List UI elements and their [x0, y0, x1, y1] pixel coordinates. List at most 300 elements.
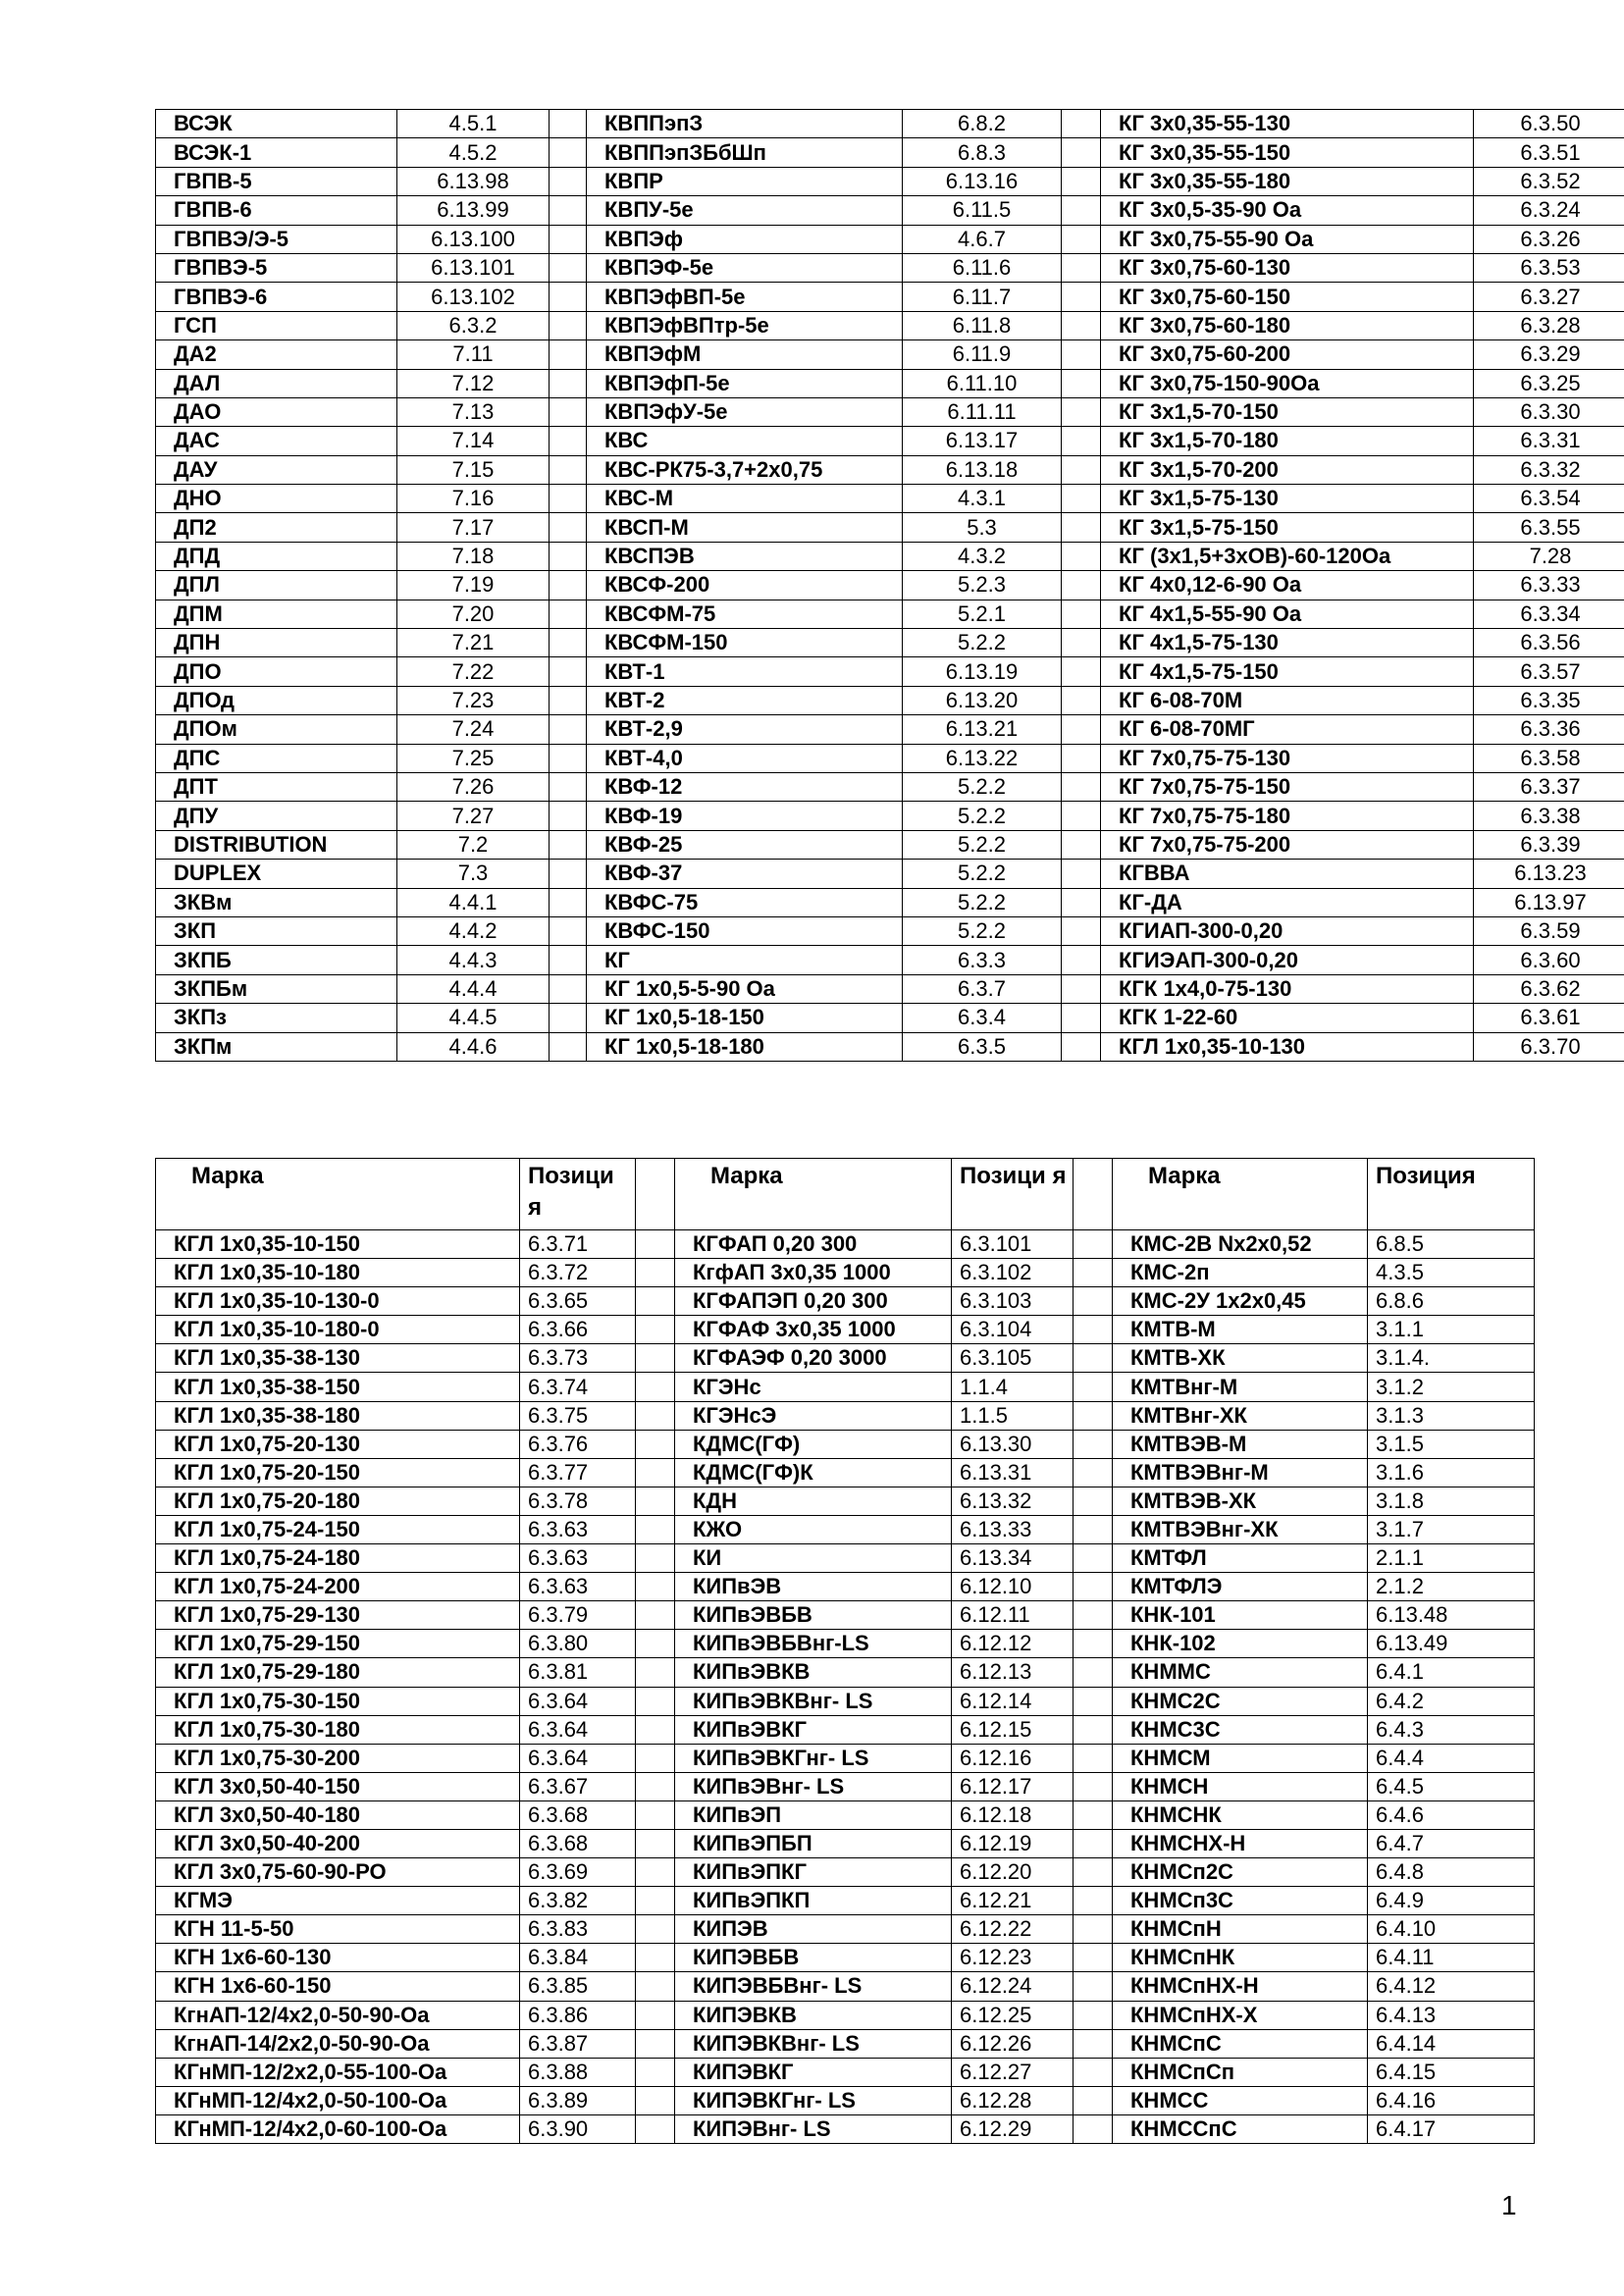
spacer-cell: [550, 513, 587, 542]
position-cell: 6.3.30: [1474, 397, 1624, 426]
position-cell: 6.3.51: [1474, 138, 1624, 167]
spacer-cell: [550, 860, 587, 888]
mark-cell: КНМССпС: [1113, 2114, 1368, 2143]
spacer-cell: [1062, 571, 1101, 600]
table-row: [156, 542, 1624, 570]
spacer-cell: [636, 1858, 675, 1887]
position-cell: 7.22: [397, 657, 550, 686]
table-row: [156, 744, 1624, 772]
mark-cell: КВТ-2: [587, 686, 903, 714]
position-cell: 6.3.85: [520, 1972, 636, 2001]
spacer-cell: [636, 1159, 675, 1230]
mark-cell: КИПЭВБВнг- LS: [675, 1972, 952, 2001]
position-cell: 6.12.29: [952, 2114, 1074, 2143]
position-cell: 6.11.8: [903, 311, 1062, 339]
mark-cell: КИПЭВКВ: [675, 2001, 952, 2029]
position-cell: 7.14: [397, 427, 550, 455]
position-cell: 6.3.28: [1474, 311, 1624, 339]
table-row: [156, 1800, 1535, 1829]
position-cell: 6.4.11: [1368, 1944, 1535, 1972]
mark-cell: КНММС: [1113, 1658, 1368, 1687]
position-cell: 6.3.64: [520, 1687, 636, 1715]
mark-cell: ГВПВЭ-5: [156, 253, 397, 282]
spacer-cell: [1074, 1230, 1113, 1259]
spacer-cell: [636, 1573, 675, 1601]
position-cell: 4.4.1: [397, 888, 550, 916]
position-cell: 6.4.3: [1368, 1715, 1535, 1744]
table-row: [156, 629, 1624, 657]
position-cell: 6.8.2: [903, 110, 1062, 138]
position-cell: 6.4.4: [1368, 1744, 1535, 1772]
mark-cell: КГЛ 1х0,35-10-180-0: [156, 1316, 520, 1344]
mark-cell: КИПвЭПКГ: [675, 1858, 952, 1887]
mark-cell: КВТ-4,0: [587, 744, 903, 772]
mark-cell: КГФАП 0,20 300: [675, 1230, 952, 1259]
spacer-cell: [550, 571, 587, 600]
table-row: [156, 1259, 1535, 1287]
spacer-cell: [1062, 830, 1101, 859]
spacer-cell: [1074, 1515, 1113, 1543]
index-table-top: [155, 109, 1624, 1062]
mark-cell: КгнАП-12/4х2,0-50-90-Оа: [156, 2001, 520, 2029]
table-row: [156, 2114, 1535, 2143]
spacer-cell: [550, 455, 587, 484]
spacer-cell: [1074, 1972, 1113, 2001]
position-cell: 6.4.17: [1368, 2114, 1535, 2143]
mark-cell: КГ 7х0,75-75-200: [1101, 830, 1474, 859]
mark-cell: КГ 3х1,5-70-180: [1101, 427, 1474, 455]
table-row: [156, 1004, 1624, 1032]
mark-cell: КНМСпНК: [1113, 1944, 1368, 1972]
spacer-cell: [550, 369, 587, 397]
position-cell: 6.3.38: [1474, 802, 1624, 830]
table-row: [156, 340, 1624, 369]
position-cell: 6.3.77: [520, 1458, 636, 1487]
spacer-cell: [636, 1458, 675, 1487]
position-cell: 6.3.36: [1474, 715, 1624, 744]
mark-cell: ЗКПБм: [156, 974, 397, 1003]
mark-cell: КВСФМ-75: [587, 600, 903, 628]
spacer-cell: [1074, 1344, 1113, 1373]
mark-cell: КГ 3х0,75-60-150: [1101, 283, 1474, 311]
mark-cell: ВСЭК: [156, 110, 397, 138]
mark-cell: КВПЭфМ: [587, 340, 903, 369]
mark-cell: КИПвЭВнг- LS: [675, 1772, 952, 1800]
spacer-cell: [550, 138, 587, 167]
header-pos-3: Позиция: [1368, 1159, 1535, 1230]
mark-cell: КВФ-19: [587, 802, 903, 830]
spacer-cell: [636, 1487, 675, 1515]
header-pos-2: Позици я: [952, 1159, 1074, 1230]
position-cell: 6.3.4: [903, 1004, 1062, 1032]
spacer-cell: [636, 1887, 675, 1915]
header-mark-3: Марка: [1113, 1159, 1368, 1230]
table-row: [156, 1316, 1535, 1344]
mark-cell: КГ-ДА: [1101, 888, 1474, 916]
mark-cell: DISTRIBUTION: [156, 830, 397, 859]
mark-cell: ЗКП: [156, 916, 397, 945]
mark-cell: КВСФМ-150: [587, 629, 903, 657]
spacer-cell: [550, 110, 587, 138]
table-row: [156, 2086, 1535, 2114]
mark-cell: КГЛ 1х0,35-38-180: [156, 1401, 520, 1430]
position-cell: 5.2.2: [903, 629, 1062, 657]
table-row: [156, 369, 1624, 397]
position-cell: 6.3.101: [952, 1230, 1074, 1259]
position-cell: 6.13.49: [1368, 1630, 1535, 1658]
position-cell: 6.12.21: [952, 1887, 1074, 1915]
table-row: [156, 1972, 1535, 2001]
table-row: [156, 974, 1624, 1003]
position-cell: 6.3.5: [903, 1032, 1062, 1061]
position-cell: 6.13.19: [903, 657, 1062, 686]
table-row: [156, 2029, 1535, 2058]
spacer-cell: [636, 2058, 675, 2086]
spacer-cell: [636, 1316, 675, 1344]
table-row: [156, 2058, 1535, 2086]
spacer-cell: [1074, 1287, 1113, 1316]
mark-cell: КГЛ 1х0,75-29-130: [156, 1601, 520, 1630]
spacer-cell: [550, 629, 587, 657]
spacer-cell: [550, 772, 587, 801]
position-cell: 3.1.3: [1368, 1401, 1535, 1430]
position-cell: 7.27: [397, 802, 550, 830]
position-cell: 7.21: [397, 629, 550, 657]
position-cell: 6.13.16: [903, 167, 1062, 195]
position-cell: 6.3.29: [1474, 340, 1624, 369]
mark-cell: КДН: [675, 1487, 952, 1515]
spacer-cell: [1062, 225, 1101, 253]
position-cell: 5.2.2: [903, 802, 1062, 830]
position-cell: 7.20: [397, 600, 550, 628]
mark-cell: КНМСНК: [1113, 1800, 1368, 1829]
mark-cell: КГ 1х0,5-18-150: [587, 1004, 903, 1032]
mark-cell: КГ 3х0,5-35-90 Оа: [1101, 196, 1474, 225]
position-cell: 6.12.19: [952, 1829, 1074, 1857]
mark-cell: ДНО: [156, 485, 397, 513]
position-cell: 5.2.2: [903, 772, 1062, 801]
mark-cell: КВС: [587, 427, 903, 455]
page-number: 1: [1501, 2190, 1517, 2220]
spacer-cell: [550, 340, 587, 369]
mark-cell: КГ 3х1,5-75-130: [1101, 485, 1474, 513]
position-cell: 5.2.2: [903, 830, 1062, 859]
mark-cell: КИПвЭВКГ: [675, 1715, 952, 1744]
table-row: [156, 1573, 1535, 1601]
mark-cell: КГ 3х0,75-55-90 Оа: [1101, 225, 1474, 253]
position-cell: 6.13.99: [397, 196, 550, 225]
mark-cell: КИПЭВБВ: [675, 1944, 952, 1972]
position-cell: 6.3.27: [1474, 283, 1624, 311]
position-cell: 6.13.34: [952, 1544, 1074, 1573]
position-cell: 6.3.63: [520, 1573, 636, 1601]
position-cell: 6.3.76: [520, 1430, 636, 1458]
mark-cell: КГ 4х1,5-55-90 Оа: [1101, 600, 1474, 628]
table-row: [156, 1887, 1535, 1915]
table-row: [156, 253, 1624, 282]
spacer-cell: [1062, 772, 1101, 801]
mark-cell: КГ 3х0,35-55-180: [1101, 167, 1474, 195]
position-cell: 6.3.102: [952, 1259, 1074, 1287]
mark-cell: ЗКПБ: [156, 946, 397, 974]
mark-cell: КГ 4х1,5-75-150: [1101, 657, 1474, 686]
position-cell: 6.3.2: [397, 311, 550, 339]
spacer-cell: [550, 600, 587, 628]
spacer-cell: [550, 397, 587, 426]
mark-cell: ДПОм: [156, 715, 397, 744]
position-cell: 7.15: [397, 455, 550, 484]
mark-cell: КИПвЭВБВнг-LS: [675, 1630, 952, 1658]
mark-cell: КВС-М: [587, 485, 903, 513]
spacer-cell: [1062, 916, 1101, 945]
spacer-cell: [636, 1800, 675, 1829]
spacer-cell: [550, 802, 587, 830]
position-cell: 5.2.1: [903, 600, 1062, 628]
table-row: [156, 1658, 1535, 1687]
table-row: [156, 1744, 1535, 1772]
position-cell: 6.4.15: [1368, 2058, 1535, 2086]
position-cell: 7.16: [397, 485, 550, 513]
position-cell: 6.12.20: [952, 1858, 1074, 1887]
spacer-cell: [1062, 629, 1101, 657]
table-row: [156, 1915, 1535, 1944]
spacer-cell: [1062, 513, 1101, 542]
spacer-cell: [550, 916, 587, 945]
position-cell: 6.3.84: [520, 1944, 636, 1972]
mark-cell: КГ 3х0,75-150-90Оа: [1101, 369, 1474, 397]
position-cell: 6.3.34: [1474, 600, 1624, 628]
position-cell: 5.2.3: [903, 571, 1062, 600]
mark-cell: КИПвЭВБВ: [675, 1601, 952, 1630]
mark-cell: КГЛ 1х0,35-38-150: [156, 1373, 520, 1401]
mark-cell: КМТФЛЭ: [1113, 1573, 1368, 1601]
position-cell: 6.3.3: [903, 946, 1062, 974]
mark-cell: ДАС: [156, 427, 397, 455]
position-cell: 5.3: [903, 513, 1062, 542]
position-cell: 6.3.35: [1474, 686, 1624, 714]
spacer-cell: [1074, 1772, 1113, 1800]
table-row: [156, 715, 1624, 744]
mark-cell: КИПЭВКГ: [675, 2058, 952, 2086]
position-cell: 6.13.48: [1368, 1601, 1535, 1630]
spacer-cell: [1062, 455, 1101, 484]
position-cell: 6.3.89: [520, 2086, 636, 2114]
mark-cell: КГМЭ: [156, 1887, 520, 1915]
mark-cell: КГЛ 3х0,50-40-150: [156, 1772, 520, 1800]
mark-cell: ДАЛ: [156, 369, 397, 397]
table-row: [156, 888, 1624, 916]
position-cell: 6.12.27: [952, 2058, 1074, 2086]
mark-cell: DUPLEX: [156, 860, 397, 888]
table-row: [156, 830, 1624, 859]
mark-cell: КВПЭфВП-5е: [587, 283, 903, 311]
spacer-cell: [1074, 2029, 1113, 2058]
position-cell: 6.12.14: [952, 1687, 1074, 1715]
mark-cell: ГВПВ-5: [156, 167, 397, 195]
table-row: [156, 167, 1624, 195]
table-row: [156, 1401, 1535, 1430]
position-cell: 3.1.7: [1368, 1515, 1535, 1543]
spacer-cell: [550, 311, 587, 339]
mark-cell: КГЛ 1х0,75-24-150: [156, 1515, 520, 1543]
position-cell: 6.3.58: [1474, 744, 1624, 772]
position-cell: 6.8.5: [1368, 1230, 1535, 1259]
spacer-cell: [1074, 1630, 1113, 1658]
mark-cell: КВПЭфП-5е: [587, 369, 903, 397]
spacer-cell: [636, 2086, 675, 2114]
position-cell: 6.3.82: [520, 1887, 636, 1915]
position-cell: 1.1.5: [952, 1401, 1074, 1430]
mark-cell: КГН 1х6-60-150: [156, 1972, 520, 2001]
table-header-row: [156, 1159, 1535, 1230]
table-row: [156, 657, 1624, 686]
spacer-cell: [550, 167, 587, 195]
spacer-cell: [636, 1972, 675, 2001]
mark-cell: КГИАП-300-0,20: [1101, 916, 1474, 945]
spacer-cell: [550, 744, 587, 772]
position-cell: 6.11.6: [903, 253, 1062, 282]
mark-cell: ВСЭК-1: [156, 138, 397, 167]
spacer-cell: [550, 485, 587, 513]
mark-cell: КГЛ 1х0,75-29-150: [156, 1630, 520, 1658]
position-cell: 3.1.2: [1368, 1373, 1535, 1401]
position-cell: 6.13.17: [903, 427, 1062, 455]
position-cell: 6.3.24: [1474, 196, 1624, 225]
position-cell: 6.3.59: [1474, 916, 1624, 945]
position-cell: 6.4.2: [1368, 1687, 1535, 1715]
position-cell: 6.12.13: [952, 1658, 1074, 1687]
mark-cell: КНМСС: [1113, 2086, 1368, 2114]
position-cell: 6.11.10: [903, 369, 1062, 397]
position-cell: 6.3.25: [1474, 369, 1624, 397]
position-cell: 6.12.23: [952, 1944, 1074, 1972]
position-cell: 4.4.6: [397, 1032, 550, 1061]
position-cell: 1.1.4: [952, 1373, 1074, 1401]
mark-cell: КГЛ 1х0,35-10-130: [1101, 1032, 1474, 1061]
mark-cell: КгнАП-14/2х2,0-50-90-Оа: [156, 2029, 520, 2058]
position-cell: 6.3.39: [1474, 830, 1624, 859]
table-row: [156, 196, 1624, 225]
mark-cell: КГЛ 1х0,35-10-130-0: [156, 1287, 520, 1316]
mark-cell: КГЛ 1х0,75-30-180: [156, 1715, 520, 1744]
mark-cell: КГнМП-12/4х2,0-50-100-Оа: [156, 2086, 520, 2114]
mark-cell: КВПЭфВПтр-5е: [587, 311, 903, 339]
spacer-cell: [550, 196, 587, 225]
table-row: [156, 485, 1624, 513]
position-cell: 6.3.67: [520, 1772, 636, 1800]
position-cell: 6.3.81: [520, 1658, 636, 1687]
position-cell: 6.11.11: [903, 397, 1062, 426]
mark-cell: КВСФ-200: [587, 571, 903, 600]
spacer-cell: [1074, 1259, 1113, 1287]
mark-cell: КГ 3х1,5-70-150: [1101, 397, 1474, 426]
position-cell: 6.4.10: [1368, 1915, 1535, 1944]
mark-cell: КГК 1х4,0-75-130: [1101, 974, 1474, 1003]
position-cell: 6.3.66: [520, 1316, 636, 1344]
spacer-cell: [1062, 744, 1101, 772]
position-cell: 6.11.5: [903, 196, 1062, 225]
spacer-cell: [636, 1344, 675, 1373]
mark-cell: КНМС2С: [1113, 1687, 1368, 1715]
position-cell: 7.24: [397, 715, 550, 744]
table-row: [156, 772, 1624, 801]
table-row: [156, 1287, 1535, 1316]
table-row: [156, 1944, 1535, 1972]
position-cell: 6.3.83: [520, 1915, 636, 1944]
position-cell: 6.3.80: [520, 1630, 636, 1658]
table-row: [156, 1630, 1535, 1658]
spacer-cell: [1062, 1032, 1101, 1061]
mark-cell: КГЛ 1х0,75-24-180: [156, 1544, 520, 1573]
position-cell: 4.3.5: [1368, 1259, 1535, 1287]
spacer-cell: [1074, 1373, 1113, 1401]
mark-cell: КДМС(ГФ)К: [675, 1458, 952, 1487]
position-cell: 6.3.105: [952, 1344, 1074, 1373]
position-cell: 3.1.1: [1368, 1316, 1535, 1344]
mark-cell: КМТВЭВнг-М: [1113, 1458, 1368, 1487]
spacer-cell: [636, 1287, 675, 1316]
mark-cell: КВПЭф: [587, 225, 903, 253]
position-cell: 6.3.72: [520, 1259, 636, 1287]
table-row: [156, 802, 1624, 830]
position-cell: 6.3.71: [520, 1230, 636, 1259]
spacer-cell: [1074, 2001, 1113, 2029]
position-cell: 6.12.16: [952, 1744, 1074, 1772]
spacer-cell: [1074, 1458, 1113, 1487]
mark-cell: КГ 7х0,75-75-130: [1101, 744, 1474, 772]
mark-cell: ЗКПз: [156, 1004, 397, 1032]
mark-cell: КГФАЭФ 0,20 3000: [675, 1344, 952, 1373]
mark-cell: КИПвЭВКГнг- LS: [675, 1744, 952, 1772]
mark-cell: КГ 7х0,75-75-150: [1101, 772, 1474, 801]
spacer-cell: [1074, 1715, 1113, 1744]
mark-cell: КВС-РК75-3,7+2х0,75: [587, 455, 903, 484]
mark-cell: ДПЛ: [156, 571, 397, 600]
position-cell: 6.3.54: [1474, 485, 1624, 513]
mark-cell: КГФАПЭП 0,20 300: [675, 1287, 952, 1316]
mark-cell: КМТВ-М: [1113, 1316, 1368, 1344]
mark-cell: КГ 3х0,35-55-150: [1101, 138, 1474, 167]
table-row: [156, 455, 1624, 484]
header-mark-2: Марка: [675, 1159, 952, 1230]
position-cell: 6.3.32: [1474, 455, 1624, 484]
mark-cell: ГВПВЭ/Э-5: [156, 225, 397, 253]
position-cell: 6.3.70: [1474, 1032, 1624, 1061]
spacer-cell: [1074, 1887, 1113, 1915]
spacer-cell: [1074, 1944, 1113, 1972]
position-cell: 5.2.2: [903, 916, 1062, 945]
spacer-cell: [636, 1430, 675, 1458]
mark-cell: КГ 3х0,75-60-200: [1101, 340, 1474, 369]
spacer-cell: [636, 2114, 675, 2143]
position-cell: 6.12.26: [952, 2029, 1074, 2058]
spacer-cell: [636, 1373, 675, 1401]
mark-cell: КГ: [587, 946, 903, 974]
mark-cell: КЖО: [675, 1515, 952, 1543]
mark-cell: КИПЭВКГнг- LS: [675, 2086, 952, 2114]
mark-cell: КВФ-37: [587, 860, 903, 888]
mark-cell: КГЛ 1х0,35-38-130: [156, 1344, 520, 1373]
spacer-cell: [1074, 1800, 1113, 1829]
mark-cell: КГН 1х6-60-130: [156, 1944, 520, 1972]
table-row: [156, 1715, 1535, 1744]
mark-cell: КГ 3х1,5-75-150: [1101, 513, 1474, 542]
spacer-cell: [1074, 2114, 1113, 2143]
mark-cell: КГнМП-12/2х2,0-55-100-Оа: [156, 2058, 520, 2086]
table-row: [156, 1829, 1535, 1857]
position-cell: 2.1.2: [1368, 1573, 1535, 1601]
position-cell: 6.11.7: [903, 283, 1062, 311]
